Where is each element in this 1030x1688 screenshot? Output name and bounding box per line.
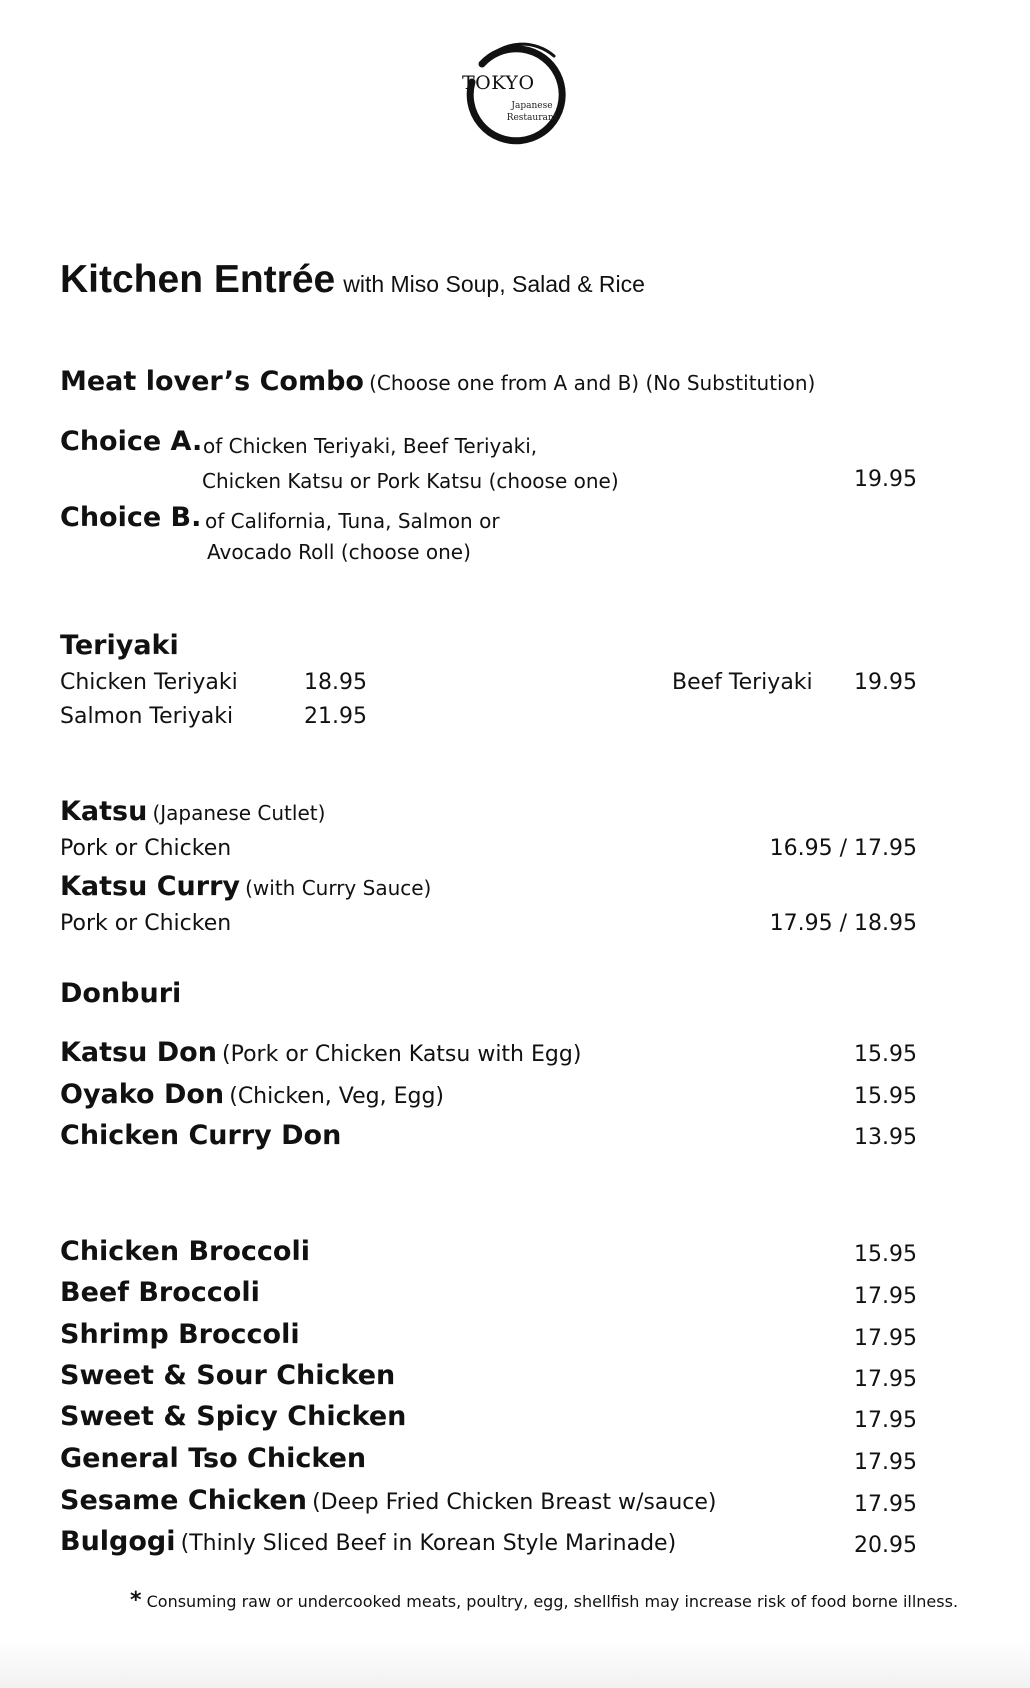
katsu-curry-title: Katsu Curry [60, 871, 241, 902]
asterisk: * [130, 1588, 142, 1613]
special-item-note: (Deep Fried Chicken Breast w/sauce) [312, 1490, 717, 1515]
donburi-item-price: 13.95 [854, 1125, 917, 1150]
logo-subtitle-line1: Japanese [511, 101, 553, 111]
donburi-item-name: Katsu Don [60, 1037, 217, 1068]
special-item-price: 17.95 [854, 1367, 917, 1392]
katsu-note: (Japanese Cutlet) [152, 801, 326, 825]
special-item [60, 1485, 717, 1516]
choice-a-label: Choice A. [60, 426, 203, 457]
special-item-name: Chicken Broccoli [60, 1236, 310, 1267]
combo-heading [60, 366, 815, 397]
combo-note: (Choose one from A and B) (No Substitution) [369, 371, 816, 395]
donburi-item-name: Oyako Don [60, 1079, 225, 1110]
special-item-price: 15.95 [854, 1242, 917, 1267]
page-title [60, 258, 645, 302]
teriyaki-title: Teriyaki [60, 630, 179, 661]
donburi-item-name: Chicken Curry Don [60, 1120, 342, 1151]
donburi-item-note: (Pork or Chicken Katsu with Egg) [222, 1042, 582, 1067]
choice-b-line1: of California, Tuna, Salmon or [205, 509, 500, 533]
teriyaki-item-price: 21.95 [304, 704, 367, 729]
page-bottom-shade [0, 1640, 1030, 1688]
donburi-item [60, 1120, 341, 1151]
combo-title: Meat lover’s Combo [60, 366, 364, 397]
choice-b-line2: Avocado Roll (choose one) [207, 540, 471, 564]
special-item-name: Sesame Chicken [60, 1485, 307, 1516]
choice-b-label: Choice B. [60, 502, 202, 533]
special-item-name: Sweet & Sour Chicken [60, 1360, 396, 1391]
donburi-item-price: 15.95 [854, 1084, 917, 1109]
special-item-name: General Tso Chicken [60, 1443, 367, 1474]
restaurant-logo [458, 42, 580, 152]
special-item [60, 1526, 676, 1557]
special-item-price: 17.95 [854, 1492, 917, 1517]
katsu-item: Pork or Chicken [60, 836, 232, 861]
disclaimer-text: Consuming raw or undercooked meats, poultry, egg, shellfish may increase risk of food borne illness. [146, 1592, 959, 1611]
teriyaki-item-name: Chicken Teriyaki [60, 670, 238, 695]
special-item-price: 20.95 [854, 1533, 917, 1558]
katsu-curry-item: Pork or Chicken [60, 911, 232, 936]
enso-circle-icon [458, 42, 580, 152]
choice-a-line2: Chicken Katsu or Pork Katsu (choose one) [202, 469, 619, 493]
donburi-item [60, 1079, 444, 1110]
logo-subtitle [502, 100, 562, 124]
donburi-item [60, 1037, 581, 1068]
katsu-curry-price: 17.95 / 18.95 [769, 911, 917, 936]
health-disclaimer [130, 1588, 958, 1613]
katsu-curry-note: (with Curry Sauce) [245, 876, 432, 900]
special-item-price: 17.95 [854, 1326, 917, 1351]
special-item-price: 17.95 [854, 1284, 917, 1309]
logo-subtitle-line2: Restaurant [506, 113, 558, 123]
katsu-price: 16.95 / 17.95 [769, 836, 917, 861]
teriyaki-item-price: 19.95 [854, 670, 917, 695]
katsu-heading [60, 796, 325, 827]
special-item-note: (Thinly Sliced Beef in Korean Style Marinade) [180, 1531, 677, 1556]
special-item-name: Bulgogi [60, 1526, 176, 1557]
teriyaki-item-price: 18.95 [304, 670, 367, 695]
page-title-text: Kitchen Entrée [60, 258, 336, 301]
special-item-name: Sweet & Spicy Chicken [60, 1401, 407, 1432]
teriyaki-item-name: Salmon Teriyaki [60, 704, 234, 729]
katsu-curry-heading [60, 871, 431, 902]
logo-title: TOKYO [462, 72, 535, 94]
donburi-title: Donburi [60, 978, 182, 1009]
donburi-item-price: 15.95 [854, 1042, 917, 1067]
page-subtitle: with Miso Soup, Salad & Rice [343, 271, 645, 297]
choice-a-price: 19.95 [854, 467, 917, 492]
special-item-price: 17.95 [854, 1408, 917, 1433]
special-item-price: 17.95 [854, 1450, 917, 1475]
katsu-title: Katsu [60, 796, 148, 827]
donburi-item-note: (Chicken, Veg, Egg) [229, 1084, 444, 1109]
choice-a-line1: of Chicken Teriyaki, Beef Teriyaki, [203, 434, 538, 458]
teriyaki-item-name: Beef Teriyaki [672, 670, 813, 695]
special-item-name: Beef Broccoli [60, 1277, 260, 1308]
special-item-name: Shrimp Broccoli [60, 1319, 300, 1350]
